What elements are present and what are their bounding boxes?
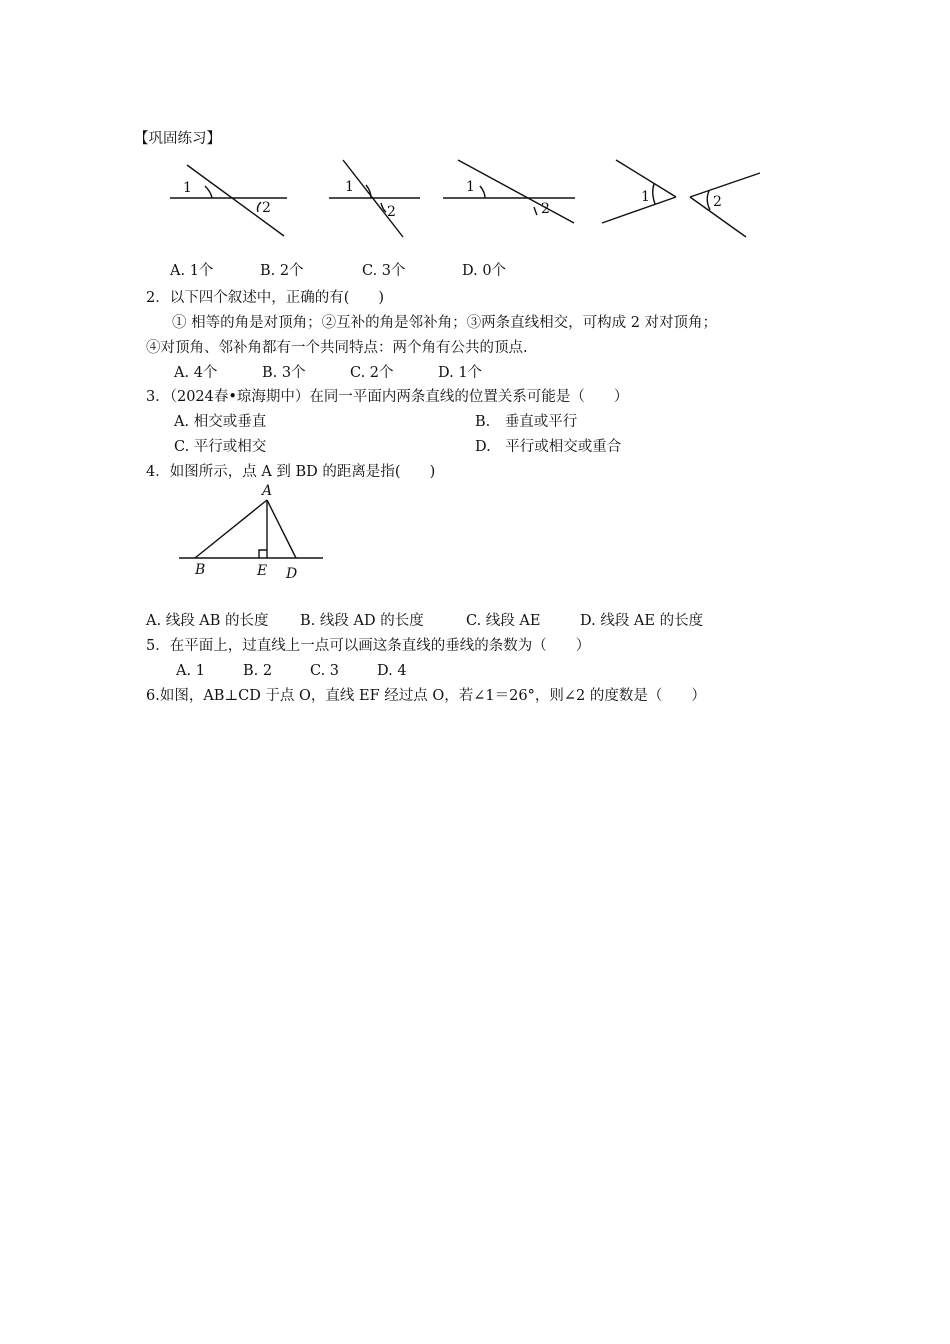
q2-option-d: D. 1个: [438, 365, 483, 381]
q1-fig2-angle-1: 1: [345, 179, 354, 195]
q3-option-d: D. 平行或相交或重合: [475, 439, 622, 455]
q4-label-d: D: [286, 566, 298, 582]
q1-figure-2: [325, 155, 425, 240]
q4-figure: [175, 480, 335, 585]
q2-statement-line-2: ④对顶角、邻补角都有一个共同特点：两个角有公共的顶点.: [146, 340, 528, 356]
q1-option-b: B. 2个: [260, 263, 304, 279]
q4-option-b: B. 线段 AD 的长度: [300, 613, 424, 629]
q1-fig3-angle-2: 2: [541, 201, 550, 217]
q3-stem: 3．（2024春•琼海期中）在同一平面内两条直线的位置关系可能是（ ）: [146, 389, 629, 405]
q1-fig1-angle-1: 1: [183, 180, 192, 196]
q2-stem: 2．以下四个叙述中，正确的有( ): [146, 290, 385, 306]
q1-figure-1: [165, 160, 295, 240]
q5-option-a: A. 1: [176, 663, 205, 679]
q5-stem: 5．在平面上，过直线上一点可以画这条直线的垂线的条数为（ ）: [146, 638, 591, 654]
q3-option-b: B. 垂直或平行: [475, 414, 578, 430]
q3-option-c: C. 平行或相交: [174, 439, 267, 455]
q4-option-a: A. 线段 AB 的长度: [146, 613, 269, 629]
section-title: 【巩固练习】: [134, 131, 221, 147]
q1-option-d: D. 0个: [462, 263, 507, 279]
q1-fig3-angle-1: 1: [466, 179, 475, 195]
q2-option-c: C. 2个: [350, 365, 394, 381]
q1-fig2-angle-2: 2: [387, 204, 396, 220]
q4-label-e: E: [257, 563, 268, 579]
q4-label-b: B: [195, 562, 206, 578]
q2-option-b: B. 3个: [262, 365, 306, 381]
q1-option-c: C. 3个: [362, 263, 406, 279]
q1-option-a: A. 1个: [170, 263, 214, 279]
q1-fig4-angle-2: 2: [713, 194, 722, 210]
q1-fig4-angle-1: 1: [641, 189, 650, 205]
q4-stem: 4．如图所示，点 A 到 BD 的距离是指( ): [146, 464, 436, 480]
q4-option-c: C. 线段 AE: [466, 613, 541, 629]
q2-statement-line-1: ① 相等的角是对顶角；②互补的角是邻补角；③两条直线相交，可构成 2 对对顶角；: [172, 315, 718, 331]
q4-option-d: D. 线段 AE 的长度: [580, 613, 704, 629]
q4-label-a: A: [262, 483, 273, 499]
q5-option-d: D. 4: [377, 663, 407, 679]
q1-fig1-angle-2: 2: [262, 200, 271, 216]
q3-option-a: A. 相交或垂直: [174, 414, 267, 430]
q5-option-c: C. 3: [310, 663, 340, 679]
q1-figure-4: [598, 155, 768, 240]
q6-stem: 6.如图，AB⊥CD 于点 O，直线 EF 经过点 O，若∠1＝26°，则∠2 的度数是（ ）: [146, 688, 706, 704]
q2-option-a: A. 4个: [174, 365, 218, 381]
q1-figure-3: [440, 155, 580, 230]
q5-option-b: B. 2: [243, 663, 273, 679]
